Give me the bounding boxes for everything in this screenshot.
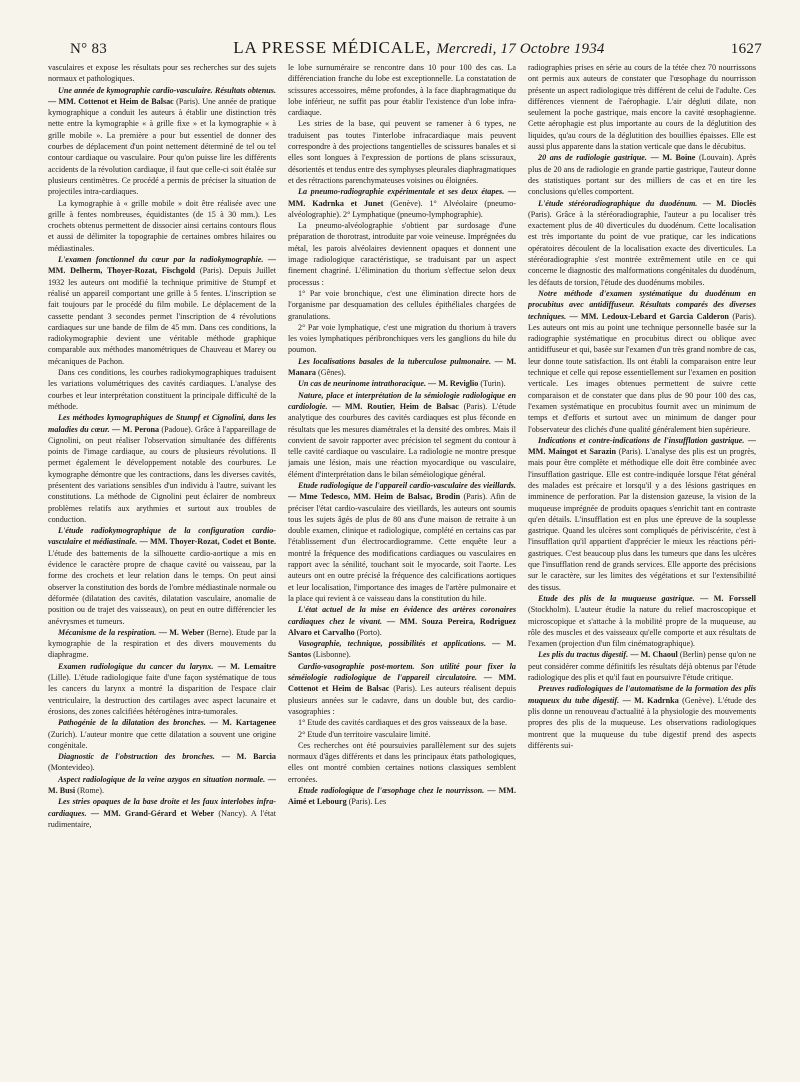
page-header xyxy=(48,38,766,62)
article-abstract xyxy=(48,717,276,751)
article-body: (Paris). Afin de préciser l'état cardio-vasculaire des vieillards, les auteurs ont soumis tous les sujets âgés de plus de 80 ans d'une maison de retraite à un double examen, clinique et radiologique, complété en certains cas par l'établissement d'un électrocardiogramme. Cette enquête leur a montré la fréquence des modifications cardiaques ou vasculaires en rapport avec la sénilité, touchant soit le myocarde, soit l'aorte. Les auteurs ont en outre précisé la fréquence des calcifications aortiques et leur localisation, l'importance des images de l'artère pulmonaire et la place qui revient à ce vaisseau dans la constitution du hile. xyxy=(288,492,516,603)
paragraph: Dans ces conditions, les courbes radiokymographiques traduisent les variations volumétriques des cavités cardiaques. L'analyse des courbes et leur interprétation constituent la principale difficulté de la méthode. xyxy=(48,368,276,411)
journal-title: LA PRESSE MÉDICALE, xyxy=(233,38,432,57)
column-2 xyxy=(288,62,516,1052)
article-body: (Padoue). Grâce à l'appareillage de Cignolini, on peut réaliser l'observation simultanée des différents points de l'image cardiaque, au cours de plusieurs révolutions. Il permet également le développement notable des courbures. Le kymographe démontre que les contractions, dans les diverses cavités, présentent des variations sensibles d'un individu à l'autre, suivant les constitutions. La méthode de Cignolini peut éclairer de nombreux problèmes relatifs aux arythmies et surtout aux troubles de conduction. xyxy=(48,424,276,524)
article-authors: — MM. Ledoux-Lebard et Garcia Calderon xyxy=(569,311,729,321)
article-title: L'étude radiokymographique de la configuration cardio-vasculaire et médiastinale. xyxy=(48,526,276,547)
article-body: (Paris). Grâce à la stéréoradiographie, l'auteur a pu localiser très exactement plus de 40 diverticules du duodénum. Cette localisation est très importante du point de vue pratique, car les indications opératoires découlent de la localisation exacte des diverticules. La stéréoradiographie s'est montrée extrêmement utile en ce qui concerne le diagnostic des malformations congénitales du duodénum, les défauts de torsion, l'étude des duodénums mobiles. xyxy=(528,209,756,287)
paragraph: Ces recherches ont été poursuivies parallèlement sur des sujets normaux d'âges différents et dans les principaux états pathologiques, elles ont montré combien certaines notions classiques semblent erronées. xyxy=(288,740,516,784)
article-title: Un cas de neurinome intrathoracique. xyxy=(298,379,426,389)
article-authors: — M. Chaoul xyxy=(630,650,678,660)
article-title: Diagnostic de l'obstruction des bronches. xyxy=(58,752,215,762)
article-authors: — M. Lemaitre xyxy=(217,661,276,671)
article-body: (Nancy). A l'état rudimentaire, xyxy=(48,808,276,829)
article-abstract xyxy=(48,661,276,717)
article-body: (Lille). L'étude radiologique faite d'une façon systématique de tous les cancers du larynx a montré la disparition de l'espace clair ventriculaire, la destruction des cartilages avec aspect lacunaire et érosions, des zones calcifiées hétérogènes intra-tumorales. xyxy=(48,673,276,716)
article-abstract xyxy=(288,638,516,661)
article-title: L'examen fonctionnel du cœur par la radiokymographie. xyxy=(58,255,264,265)
article-authors: — M. Manara xyxy=(288,356,516,378)
article-body: (Turin). xyxy=(480,379,506,389)
page-number: 1627 xyxy=(730,41,762,57)
article-title: Preuves radiologiques de l'automatisme de la formation des plis muqueux du tube digestif. xyxy=(528,684,756,705)
article-body: (Stockholm). L'auteur étudie la nature du relief macroscopique et microscopique et s'attache à la mobilité propre de la muqueuse, au rôle des muscles et des vaisseaux qu'elle comporte et aux résultats de l'examen (projection d'un film cinématographique). xyxy=(528,605,756,649)
paragraph: La pneumo-alvéolographie s'obtient par surdosage d'une préparation de thorotrast, introduite par voie veineuse. Imprégnées du métal, les parois alvéolaires deviennent opaques et donnent une image radiologique caractéristique, se traduisant par un aspect finement chagriné. L'élimination du thorium s'effectue selon deux processus : xyxy=(288,221,516,287)
paragraph: La kymographie à « grille mobile » doit être réalisée avec une grille à fentes nombreuses, équidistantes (de 15 à 30 mm.). Les crochets obtenus permettent de dissocier ainsi certains contours flous et aussi de délimiter la topographie de certaines ombres hilaires ou médiastinales. xyxy=(48,198,276,253)
article-abstract xyxy=(528,152,756,197)
article-abstract xyxy=(288,356,516,379)
article-title: L'état actuel de la mise en évidence des artères coronaires cardiaques chez le vivant. xyxy=(288,605,516,626)
article-body: (Paris). Les auteurs ont mis au point une technique personnelle basée sur la radiographie systématique en procubitus direct ou oblique avec antidiffuseur et qui, basée sur l'examen d'un très grand nombre de cas, leur donne toute satisfaction. Ils ont établi la comparaison entre leur technique et celle qui repose essentiellement sur l'examen en position verticale. Les images obtenues permettent de suivre cette comparaison et de constater que dans plus de 90 pour 100 des cas, l'examen systématique en procubitus fournit avec un minimum de temps et d'efforts et surtout avec un minimum de danger pour l'observateur des clichés d'une qualité généralement bien supérieure. xyxy=(528,311,756,434)
article-abstract xyxy=(288,480,516,604)
article-authors: — Mme Tedesco, MM. Heim de Balsac, Brodin xyxy=(288,492,461,502)
article-abstract xyxy=(288,661,516,717)
article-abstract xyxy=(48,254,276,367)
paragraph: 2° Par voie lymphatique, c'est une migration du thorium à travers les voies lymphatiques péribronchiques vers les ganglions du hile du poumon. xyxy=(288,322,516,355)
journal-masthead xyxy=(233,38,604,58)
article-authors: — MM. Maingot et Sarazin xyxy=(528,435,756,457)
article-authors: — MM. Souza Pereira, Rodriguez Alvaro et Carvalho xyxy=(288,616,516,637)
article-title: Pathogénie de la dilatation des bronches. xyxy=(58,718,206,728)
article-abstract xyxy=(288,186,516,220)
issue-date: Mercredi, 17 Octobre 1934 xyxy=(436,41,605,57)
article-title: Indications et contre-indications de l'insufflation gastrique. xyxy=(538,435,745,445)
issue-number: N° 83 xyxy=(70,41,108,57)
article-title: Une année de kymographie cardio-vasculaire. Résultats obtenus. xyxy=(58,85,276,95)
article-body: (Genève). 1° Alvéolaire (pneumo-alvéolographie). 2° Lymphatique (pneumo-lymphographie). xyxy=(288,198,516,219)
article-body: (Berne). Etude par la kymographie de la respiration et des divers mouvements du diaphragme. xyxy=(48,627,276,660)
article-title: Etude radiologique de l'appareil cardio-vasculaire des vieillards. xyxy=(298,480,516,490)
article-authors: — MM. Delherm, Thoyer-Rozat, Fischgold xyxy=(48,255,276,276)
article-authors: — MM. Aimé et Lebourg xyxy=(288,786,516,807)
article-body: (Rome). xyxy=(77,786,104,795)
article-authors: — M. Perona xyxy=(112,424,160,434)
article-body: (Paris). Depuis Juillet 1932 les auteurs ont modifié la technique primitive de Stumpf et réalisé un appareil comportant une grille à 5 fentes. L'inscription se fait toujours par le procédé du film mobile. Le déplacement de la cassette pendant 3 secondes permet l'inscription de 4 révolutions cardiaques sur une bande de film de 45 mm. Dans ces conditions, la radiokymographie devient une véritable méthode graphique comparable aux méthodes manométriques de Chauveau et Marey ou mécaniques de Pachon. xyxy=(48,266,276,366)
article-title: Mécanisme de la respiration. xyxy=(58,627,157,637)
paragraph: 1° Etude des cavités cardiaques et des gros vaisseaux de la base. xyxy=(298,718,508,728)
article-authors: — M. Kartagenee xyxy=(209,718,276,728)
column-3 xyxy=(528,62,756,1052)
article-title: Etude des plis de la muqueuse gastrique. xyxy=(538,593,695,603)
article-body: (Zurich). L'auteur montre que cette dilatation a souvent une origine congénitale. xyxy=(48,729,276,750)
article-abstract xyxy=(48,751,276,774)
article-authors: — MM. Grand-Gérard et Weber xyxy=(90,808,215,818)
article-body: (Berlin) pense qu'on ne peut considérer comme définitifs les résultats déjà obtenus par l'étude radiologique des plis et qu'il faut en poursuivre l'étude critique. xyxy=(528,650,756,683)
article-abstract xyxy=(288,390,516,480)
article-authors: — MM. Routier, Heim de Balsac xyxy=(332,401,459,411)
article-authors: — M. Santos xyxy=(288,639,516,660)
article-abstract xyxy=(528,198,756,288)
paragraph: 1° Par voie bronchique, c'est une élimination directe hors de l'organisme par desquamation des cellules épithéliales chargées de granulations. xyxy=(288,288,516,321)
article-authors: — M. Boine xyxy=(650,153,696,163)
paragraph: vasculaires et expose les résultats pour ses recherches sur des sujets normaux et pathologiques. xyxy=(48,63,276,84)
article-abstract xyxy=(288,785,516,808)
article-authors: — MM. Kadrnka et Junet xyxy=(288,187,516,208)
article-authors: — MM. Cottenot et Heim de Balsac xyxy=(48,96,174,106)
column-1 xyxy=(48,62,276,1052)
article-authors: — M. Weber xyxy=(158,627,205,637)
article-abstract xyxy=(48,627,276,661)
article-abstract xyxy=(48,774,276,797)
article-title: Les méthodes kymographiques de Stumpf et Cignolini, dans les maladies du cœur. xyxy=(48,413,276,434)
article-title: Cardio-vasographie post-mortem. Son utilité pour fixer la séméiologie radiologique de l'appareil circulatoire. xyxy=(288,661,516,683)
article-body: (Genève). L'étude des plis donne un renouveau d'actualité à la physiologie des mouvements propres des plis de la muqueuse. Les observations radiologiques montrent que la muqueuse du tube digestif prend des aspects différents sui- xyxy=(528,695,756,750)
article-title: Examen radiologique du cancer du larynx. xyxy=(58,661,214,671)
article-body: (Paris). Une année de pratique kymographique a conduit les auteurs à établir une distinction très nette entre la kymographie « à grille fixe » et la kymographie « à grille mobile ». La première a pour but essentiel de donner des courbes de déplacement d'un point nettement déterminé de tel ou tel contour cardiaque ou vasculaire. Pour qu'on puisse lire les différents accidents de la révolution cardiaque, il faut que celle-ci soit étalée sur plusieurs centimètres. Ce procédé a permis de préciser la situation de projectiles intra-cardiaques. xyxy=(48,96,276,197)
article-authors: — M. Reviglio xyxy=(428,379,479,389)
article-body: (Porto). xyxy=(356,627,382,637)
article-title: 20 ans de radiologie gastrique. xyxy=(538,153,647,163)
article-abstract xyxy=(528,683,756,751)
article-title: Nature, place et interprétation de la sémiologie radiologique en cardiologie. xyxy=(288,390,516,411)
article-abstract xyxy=(48,796,276,830)
article-abstract xyxy=(48,85,276,198)
article-abstract xyxy=(528,593,756,649)
article-body: (Paris). Les auteurs réalisent depuis plusieurs années sur le cadavre, dans un double but, des cardio-vasographies : xyxy=(288,684,516,716)
article-abstract xyxy=(528,435,756,593)
article-title: L'étude stéréoradiographique du duodénum. xyxy=(538,198,698,208)
paragraph: 2° Etude d'un territoire vasculaire limité. xyxy=(298,729,431,739)
article-abstract xyxy=(528,649,756,683)
paragraph: Les stries de la base, qui peuvent se ramener à 6 types, ne traduisent pas toutes l'interlobe infracardiaque mais peuvent correspondre à des projections tangentielles de scissures banales et si elles sont longues à l'expression de portions de plans scissuraux, désorientés et tendus entre des symphyses pleurales diaphragmatiques et des rétractions parenchymateuses voisines ou éloignées. xyxy=(288,119,516,185)
article-body: (Montevideo). xyxy=(48,763,95,773)
article-title: Aspect radiologique de la veine azygos en situation normale. xyxy=(58,774,266,784)
article-authors: — M. Dioclès xyxy=(702,198,756,208)
article-authors: — MM. Cottenot et Heim de Balsac xyxy=(288,673,516,694)
article-body: (Paris). Les xyxy=(348,797,387,807)
text-columns xyxy=(48,62,766,1052)
article-authors: — M. Forssell xyxy=(700,593,756,603)
article-abstract xyxy=(288,604,516,638)
article-title: Les plis du tractus digestif. xyxy=(538,650,629,660)
article-authors: — M. Busi xyxy=(48,774,276,795)
article-title: Notre méthode d'examen systématique du duodénum en procubitus avec antidiffuseur. Résultats comparés des diverses techniques. xyxy=(528,288,756,321)
article-authors: — M. Barcia xyxy=(221,752,276,762)
article-title: Vasographie, technique, possibilités et applications. xyxy=(298,639,486,649)
article-title: Les stries opaques de la base droite et les faux interlobes infra-cardiaques. xyxy=(48,797,276,818)
article-title: Les localisations basales de la tuberculose pulmonaire. xyxy=(298,356,492,366)
article-body: L'étude des battements de la silhouette cardio-aortique a mis en évidence le caractère propre de chaque cavité ou vaisseau, par la forme des crochets et leur relation dans le temps. On peut ainsi observer la constitution des bords de l'ombre médiastinale normale ou déformée (dilatation des cavités, dilatation vasculaire, anomalie de position ou de trajet des vaisseaux), on peut en outre différencier les anévrysmes et tumeurs. xyxy=(48,548,276,626)
article-body: (Louvain). Après plus de 20 ans de radiologie en grande partie gastrique, l'auteur donne des statistiques portant sur des milliers de cas et en tire les conclusions qu'elles comportent. xyxy=(528,153,756,197)
article-abstract xyxy=(288,378,516,389)
paragraph: radiographies prises en série au cours de la tétée chez 70 nourrissons ont permis aux auteurs de constater que l'œsophage du nourrisson présente un aspect radiologique très différent de celui de l'adulte. Ces différences viennent de l'aérophagie. L'air dégluti dilate, non seulement la poche gastrique, mais encore la cavité œsophagienne. Cette aérophagie est plus importante au cours de la déglutition des liquides, qu'au cours de la déglutition des bouillies épaisses. Elle est aussi plus apparente dans la station verticale que dans le décubitus. xyxy=(528,63,756,152)
article-title: Etude radiologique de l'œsophage chez le nourrisson. xyxy=(298,786,485,795)
article-authors: — MM. Thoyer-Rozat, Codet et Bonte. xyxy=(139,537,276,547)
article-body: (Gênes). xyxy=(318,368,346,378)
article-title: La pneumo-radiographie expérimentale et ses deux étapes. xyxy=(298,187,505,197)
article-body: (Paris). L'analyse des plis est un progrès, mais pour être complète et méthodique elle doit être combinée avec l'insufflation gastrique. Elle est contre-indiquée lorsque l'état général des malades est précaire et lorsqu'il y a des lésions gastriques en imminence de perforation. Par la distension gazeuse, la vision de la muqueuse imprégnée de produits opaques s'enrichit tant en contraste qu'en détails. L'insufflation est en plus une épreuve de la souplesse gastrique. Quand les ulcères sont compliqués de périviscérite, c'est à l'insufflation qu'il appartient d'apprécier le mieux les réactions péri-gastriques. C'est beaucoup plus dans les tumeurs que dans les ulcères que l'insufflation rend de grands services. Elle apporte des précisions sur le caractère, sur les limites des végétations et sur l'extensibilité des tissus. xyxy=(528,447,756,592)
article-abstract xyxy=(48,525,276,627)
article-abstract xyxy=(48,412,276,525)
paragraph: le lobe surnuméraire se rencontre dans 10 pour 100 des cas. La différenciation franche du lobe est exceptionnelle. La constatation de scissures accessoires, même profondes, à la face diaphragmatique du lobe inférieur, ne suffit pas pour établir l'existence d'un lobe infra-cardiaque. xyxy=(288,63,516,118)
article-authors: — M. Kadrnka xyxy=(622,695,679,705)
article-body: (Lisbonne). xyxy=(313,650,351,660)
article-body: (Paris). L'étude analytique des courbures des cavités cardiaques est plus féconde en résultats que les mesures diamétrales et la densité des ombres. Mais il convient de savoir rapporter avec précision tel segment du contour à telle cavité cardiaque ou vasculaire. La radiologie ne montre presque jamais une lésion, mais une réaction myocardique ou vasculaire, élément d'interprétation dans le bilan séméiologique général. xyxy=(288,401,516,479)
article-abstract xyxy=(528,288,756,435)
